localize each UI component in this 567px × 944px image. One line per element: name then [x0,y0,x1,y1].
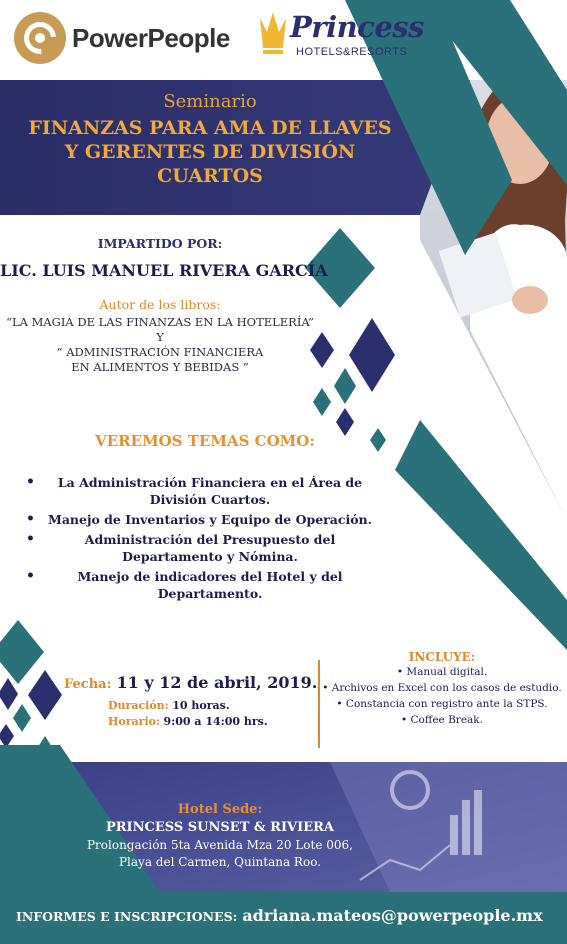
title-line: CUARTOS [157,165,263,187]
includes-item: • Constancia con registro ante la STPS. [336,698,548,710]
footer-label: INFORMES E INSCRIPCIONES: [16,909,238,924]
date-label: Fecha: [64,677,112,692]
venue-block [70,801,370,871]
venue-label: Hotel Sede: [177,802,263,817]
diamond-shape [0,678,18,710]
title-block [0,90,420,188]
speaker-name: LIC. LUIS MANUEL RIVERA GARCÍA [0,261,328,280]
duration-value: 10 horas. [172,699,230,712]
venue-name: PRINCESS SUNSET & RIVIERA [105,820,335,835]
crown-icon [258,8,288,60]
footer-bar [0,892,567,944]
impartido-label: IMPARTIDO POR: [97,236,223,251]
schedule-value: 9:00 a 14:00 hrs. [163,715,268,728]
title-line: Y GERENTES DE DIVISIÓN [64,141,356,163]
diamond-shape [13,704,31,732]
date-value: 11 y 12 de abril, 2019. [116,673,318,692]
includes-block [322,650,562,729]
book-line: “ ADMINISTRACIÓN FINANCIERA [56,345,264,359]
topic-text: Manejo de Inventarios y Equipo de Operación. [47,512,372,527]
diamond-shape [28,670,62,720]
powerpeople-name: PowerPeople [72,23,230,53]
diamond-shape [0,724,14,748]
date-row [64,673,317,692]
diamond-shape [334,368,356,404]
princess-name: Princess [290,10,424,44]
seminar-title [0,116,420,188]
topics-list [20,474,400,605]
bullet: • [26,474,35,490]
includes-list [322,665,562,727]
princess-logo [258,6,424,64]
author-label: Autor de los libros: [99,297,221,312]
duration-row [108,699,230,712]
book-line: “LA MAGIA DE LAS FINANZAS EN LA HOTELERÍA” [6,315,314,329]
includes-item: • Coffee Break. [400,714,484,726]
seminar-label: Seminario [163,91,257,112]
topic-item [20,531,400,565]
contact-email-link[interactable]: adriana.mateos@powerpeople.mx [242,906,543,925]
powerpeople-mark-icon [14,12,66,64]
bullet: • [26,531,35,547]
schedule-row [108,715,268,728]
topic-item [20,568,400,602]
venue-address: Prolongación 5ta Avenida Mza 20 Lote 006, [86,838,353,852]
venue-address: Playa del Carmen, Quintana Roo. [118,855,322,869]
includes-heading: INCLUYE: [408,650,476,664]
powerpeople-logo [14,12,230,64]
topics-heading: VEREMOS TEMAS COMO: [95,432,315,450]
book-line: EN ALIMENTOS Y BEBIDAS ” [71,360,249,374]
title-line: FINANZAS PARA AMA DE LLAVES [28,117,392,139]
book-line: Y [156,330,164,344]
diamond-shape [349,318,395,392]
topic-text: Administración del Presupuesto del Departamento y Nómina. [84,532,336,564]
bullet: • [26,511,35,527]
includes-item: • Archivos en Excel con los casos de estudio. [322,682,562,694]
diamond-shape [0,620,44,684]
footer-contact [16,906,543,925]
topic-text: Manejo de indicadores del Hotel y del Departamento. [77,569,343,601]
schedule-label: Horario: [108,715,161,728]
divider [318,660,320,748]
bullet: • [26,568,35,584]
book-list [0,315,320,375]
topic-item [20,474,400,508]
princess-subtitle: HOTELS&RESORTS [296,46,408,58]
topic-item [20,511,400,528]
duration-label: Duración: [108,699,169,712]
topic-text: La Administración Financiera en el Área de División Cuartos. [57,475,363,507]
includes-item: • Manual digital. [396,666,488,678]
diamond-shape [313,388,331,416]
